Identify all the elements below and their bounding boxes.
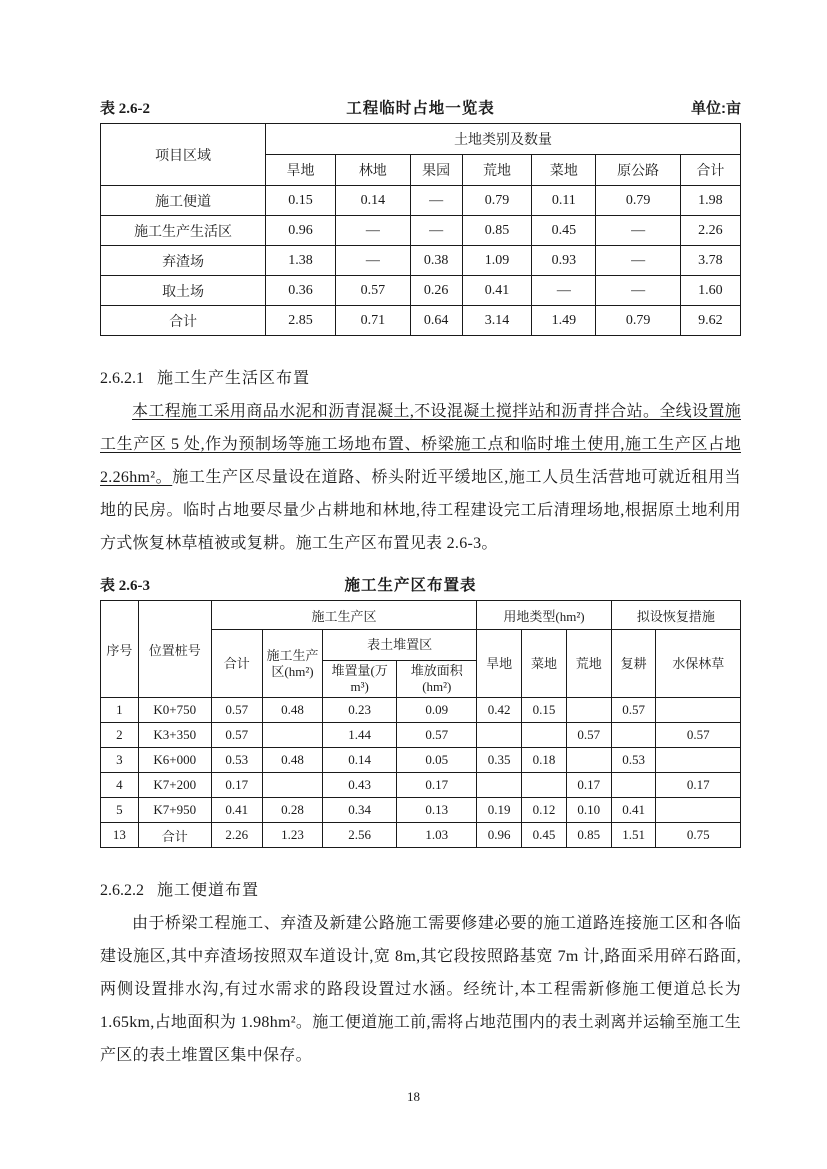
table-cell: 2.85 [266,306,336,336]
table-cell: 0.26 [410,276,462,306]
table-cell: 3.78 [680,246,740,276]
table-cell: 0.38 [410,246,462,276]
table-row [101,798,741,823]
table-cell [566,698,611,723]
table-cell: 0.85 [462,216,532,246]
table-cell: 0.57 [397,723,477,748]
table-cell: 0.79 [596,186,680,216]
column-header: 堆置量(万 m³) [323,661,397,698]
table-cell: 1.49 [532,306,596,336]
underlined-text: 本工程施工采用商品水泥和沥青混凝土,不设混凝土搅拌站和沥青拌合站。全线设置施工生产区 5 处,作为预制场等施工场地布置、桥梁施工点和临时堆土使用,施工生产区占地 2.26hm²。 [100,403,741,486]
table-cell: 0.85 [566,823,611,848]
table-cell: 1.38 [266,246,336,276]
table-row [101,124,741,155]
table-cell: — [335,246,410,276]
table-cell: 0.45 [532,216,596,246]
table-cell: 1.51 [611,823,656,848]
table1-label: 表 2.6-2 [100,101,150,117]
production-area-layout-table [100,600,741,848]
paragraph-text: 由于桥梁工程施工、弃渣及新建公路施工需要修建必要的施工道路连接施工区和各临建设施区,其中弃渣场按照双车道设计,宽 8m,其它段按照路基宽 7m 计,路面采用碎石路面,两侧设置排水沟,有过水需求的路段设置过水涵。经统计,本工程需新修施工便道总长为 1.65km,占地面积为 1.98hm²。施工便道施工前,需将占地范围内的表土剥离并运输至施工生产区的表土堆置区集中保存。 [100,915,741,1064]
table2-title: 施工生产区布置表 [344,577,477,594]
page-number: 18 [407,1089,420,1104]
table-cell: 0.79 [462,186,532,216]
table-cell: K7+200 [138,773,211,798]
table-cell: 0.15 [266,186,336,216]
table-cell: 5 [101,798,139,823]
table-cell: 0.41 [211,798,262,823]
table-cell: 0.96 [266,216,336,246]
paragraph-text: 施工生产区尽量设在道路、桥头附近平缓地区,施工人员生活营地可就近租用当地的民房。临时占地要尽量少占耕地和林地,待工程建设完工后清理场地,根据原土地利用方式恢复林草植被或复耕。施工生产区布置见表 2.6-3。 [100,469,741,552]
table-cell: — [410,186,462,216]
table1-caption [100,96,741,118]
table-cell: 0.34 [323,798,397,823]
table-cell [262,723,322,748]
table-cell: 0.53 [611,748,656,773]
table-cell: — [596,276,680,306]
table-row [101,823,741,848]
page-content [100,96,741,1072]
column-header: 水保林草 [656,630,741,698]
table-cell [656,698,741,723]
table-cell: K6+000 [138,748,211,773]
table-row [101,186,741,216]
table-cell: 0.36 [266,276,336,306]
table-cell: 1.98 [680,186,740,216]
table-cell [611,773,656,798]
table-cell: 0.57 [656,723,741,748]
table-row [101,601,741,630]
table-cell [262,773,322,798]
column-header: 位置桩号 [138,601,211,698]
column-header: 合计 [680,155,740,186]
section-title: 施工便道布置 [157,882,260,899]
table-cell: 0.57 [611,698,656,723]
table-cell: 0.57 [211,698,262,723]
column-header: 土地类别及数量 [266,124,741,155]
column-header: 复耕 [611,630,656,698]
table-cell: 0.14 [323,748,397,773]
table-cell: 0.57 [335,276,410,306]
table-cell: 4 [101,773,139,798]
table-cell: 取土场 [101,276,266,306]
table-cell: 2.26 [680,216,740,246]
table-cell: 13 [101,823,139,848]
table-cell: 2 [101,723,139,748]
table-cell: 0.53 [211,748,262,773]
temporary-land-occupation-table [100,123,741,336]
table-row [101,748,741,773]
table-row [101,723,741,748]
column-header: 菜地 [532,155,596,186]
column-header: 荒地 [566,630,611,698]
table-cell: 施工便道 [101,186,266,216]
table-cell: — [596,246,680,276]
table-cell: 0.28 [262,798,322,823]
table-cell: 0.48 [262,698,322,723]
column-header: 原公路 [596,155,680,186]
table-cell: 0.05 [397,748,477,773]
table-cell: 3 [101,748,139,773]
table-cell: 0.96 [477,823,522,848]
table-cell: 0.17 [656,773,741,798]
table-cell: 0.71 [335,306,410,336]
table-row [101,698,741,723]
column-header: 合计 [211,630,262,698]
table-cell: 0.12 [522,798,567,823]
table-cell: 0.15 [522,698,567,723]
table-cell: 0.17 [397,773,477,798]
section-heading-2621 [100,365,741,388]
column-header: 果园 [410,155,462,186]
table-cell [656,798,741,823]
table-row [101,216,741,246]
paragraph-access-road [100,907,741,1072]
table-cell: K3+350 [138,723,211,748]
table-cell: 0.09 [397,698,477,723]
table-cell: — [335,216,410,246]
table-cell: — [532,276,596,306]
column-header: 拟设恢复措施 [611,601,740,630]
table-cell: 0.23 [323,698,397,723]
table-cell: 2.56 [323,823,397,848]
table-row [101,306,741,336]
table-cell: 3.14 [462,306,532,336]
table-cell: 0.57 [211,723,262,748]
table-cell: 0.41 [462,276,532,306]
column-header: 旱地 [477,630,522,698]
table1-title: 工程临时占地一览表 [346,100,495,117]
table-cell: 0.42 [477,698,522,723]
column-header: 荒地 [462,155,532,186]
table-cell: 1 [101,698,139,723]
table-cell: — [410,216,462,246]
column-header: 项目区域 [101,124,266,186]
column-header: 用地类型(hm²) [477,601,611,630]
column-header: 菜地 [522,630,567,698]
table-cell: 0.35 [477,748,522,773]
column-header: 表土堆置区 [323,630,477,661]
table-cell: 0.10 [566,798,611,823]
table-cell: 0.17 [211,773,262,798]
table2-label: 表 2.6-3 [100,578,150,594]
table-cell: 0.93 [532,246,596,276]
section-heading-2622 [100,877,741,900]
table1-unit: 单位:亩 [691,100,741,117]
table-cell: 0.41 [611,798,656,823]
table-cell: 0.14 [335,186,410,216]
table-cell: 弃渣场 [101,246,266,276]
table-cell: 1.60 [680,276,740,306]
table-cell: 9.62 [680,306,740,336]
table-cell: 施工生产生活区 [101,216,266,246]
table-cell: 0.79 [596,306,680,336]
table-cell [566,748,611,773]
table-cell: 0.57 [566,723,611,748]
table-cell: 0.75 [656,823,741,848]
column-header: 林地 [335,155,410,186]
table-cell: 2.26 [211,823,262,848]
column-header: 旱地 [266,155,336,186]
column-header: 施工生产区 [211,601,477,630]
table-cell: 0.19 [477,798,522,823]
table-cell [522,723,567,748]
paragraph-production-area [100,395,741,560]
table-cell: 0.13 [397,798,477,823]
table-cell: 合计 [138,823,211,848]
section-title: 施工生产生活区布置 [157,370,311,387]
table-cell: 1.09 [462,246,532,276]
table-cell: 1.23 [262,823,322,848]
table-cell: 0.48 [262,748,322,773]
table-cell: 1.44 [323,723,397,748]
table-cell [477,723,522,748]
table-cell [656,748,741,773]
table-cell [522,773,567,798]
table-cell: 合计 [101,306,266,336]
table-cell: 0.45 [522,823,567,848]
table-cell: K0+750 [138,698,211,723]
table-cell: 0.11 [532,186,596,216]
table-cell: 0.43 [323,773,397,798]
table-cell: 0.18 [522,748,567,773]
column-header: 施工生产区(hm²) [262,630,322,698]
column-header: 序号 [101,601,139,698]
section-number: 2.6.2.1 [100,370,144,387]
table-cell: 1.03 [397,823,477,848]
table-row [101,246,741,276]
table-cell: 0.17 [566,773,611,798]
section-number: 2.6.2.2 [100,882,144,899]
table2-caption [100,573,741,595]
table-row [101,276,741,306]
table-cell [477,773,522,798]
table-row [101,773,741,798]
table-cell: K7+950 [138,798,211,823]
table-cell [611,723,656,748]
table-cell: — [596,216,680,246]
column-header: 堆放面积(hm²) [397,661,477,698]
table-cell: 0.64 [410,306,462,336]
